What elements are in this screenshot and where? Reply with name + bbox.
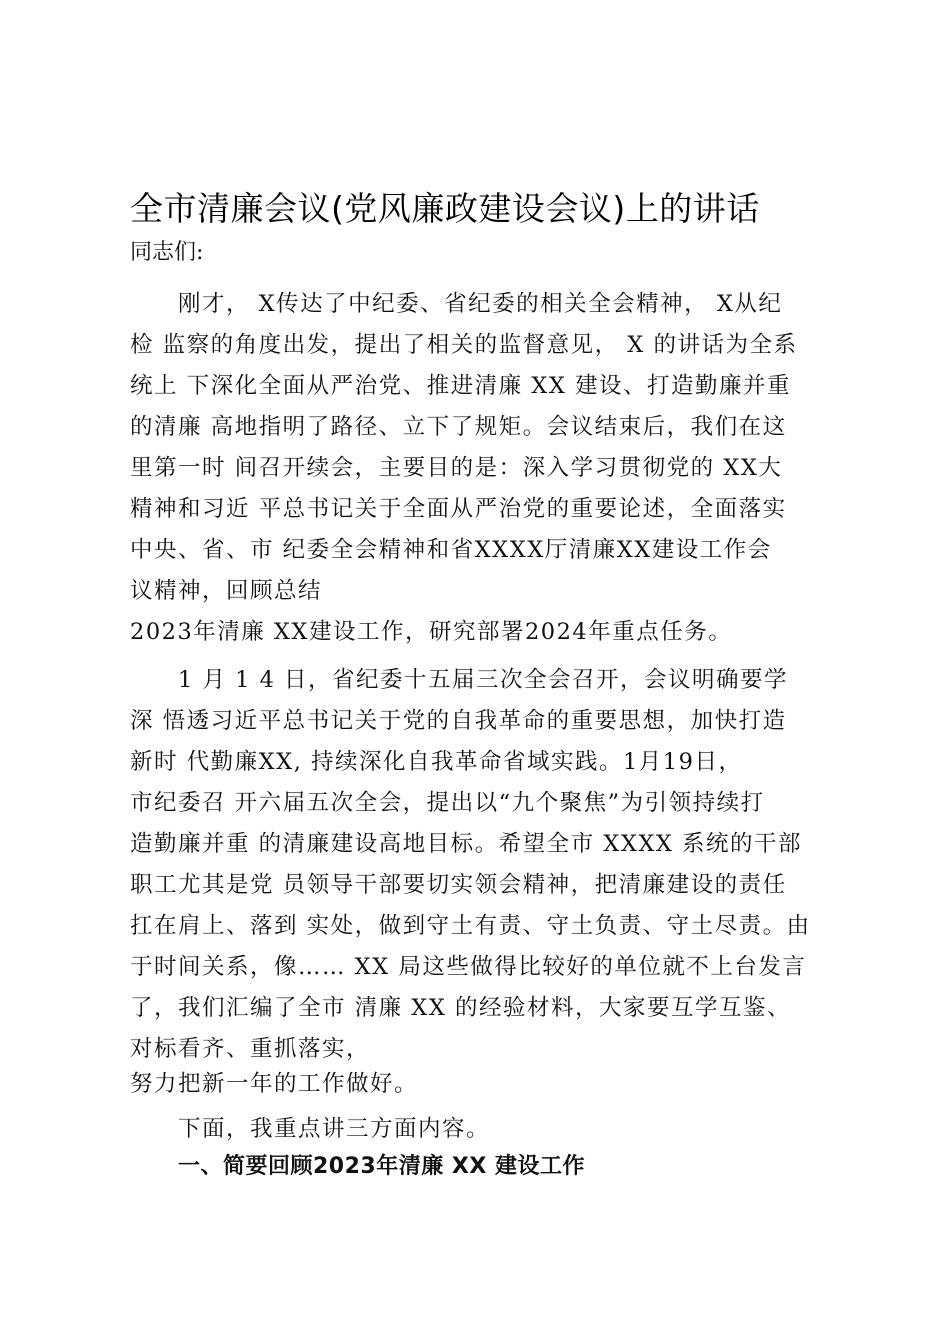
paragraph-line: 下面，我重点讲三方面内容。 bbox=[130, 1116, 491, 1142]
paragraph-line: 1 月 1 4 日，省纪委十五届三次全会召开，会议明确要学 bbox=[130, 667, 789, 693]
document-title: 全市清廉会议(党风廉政建设会议)上的讲话 bbox=[130, 189, 760, 228]
paragraph-line: 议精神，回顾总结 bbox=[130, 578, 323, 604]
paragraph-opening bbox=[130, 284, 820, 612]
paragraph-line: 于时间关系，像…… XX 局这些做得比较好的单位就不上台发言 bbox=[130, 954, 807, 980]
paragraph-line: 造勤廉并重 的清廉建设高地目标。希望全市 XXXX 系统的干部 bbox=[130, 831, 803, 857]
paragraph-line: 精神和习近 平总书记关于全面从严治党的重要论述，全面落实 bbox=[130, 496, 787, 522]
salutation: 同志们: bbox=[130, 240, 204, 265]
paragraph-closing bbox=[130, 1064, 820, 1105]
paragraph-line: 职工尤其是党 员领导干部要切实领会精神，把清廉建设的责任 bbox=[130, 872, 787, 898]
paragraph-line: 里第一时 间召开续会，主要目的是：深入学习贯彻党的 XX大 bbox=[130, 455, 783, 481]
paragraph-continuation bbox=[130, 612, 820, 653]
paragraph-line: 2023年清廉 XX建设工作，研究部署2024年重点任务。 bbox=[130, 619, 733, 645]
paragraph-line: 努力把新一年的工作做好。 bbox=[130, 1071, 419, 1097]
paragraph-line: 统上 下深化全面从严治党、推进清廉 XX 建设、打造勤廉并重 bbox=[130, 373, 791, 399]
paragraph-line: 中央、省、市 纪委全会精神和省XXXX厅清廉XX建设工作会 bbox=[130, 537, 772, 563]
paragraph-line: 深 悟透习近平总书记关于党的自我革命的重要思想，加快打造 bbox=[130, 708, 787, 734]
paragraph-line: 的清廉 高地指明了路径、立下了规矩。会议结束后，我们在这 bbox=[130, 414, 787, 440]
paragraph-outline-intro bbox=[130, 1109, 820, 1150]
paragraph-line: 检 监察的角度出发，提出了相关的监督意见， X 的讲话为全系 bbox=[130, 332, 798, 358]
paragraph-line: 了，我们汇编了全市 清廉 XX 的经验材料，大家要互学互鉴、 bbox=[130, 995, 791, 1021]
paragraph-line: 对标看齐、重抓落实， bbox=[130, 1036, 371, 1062]
paragraph-line: 刚才， X传达了中纪委、省纪委的相关全会精神， X从纪 bbox=[130, 291, 783, 317]
section-heading-1: 一、简要回顾2023年清廉 XX 建设工作 bbox=[178, 1154, 585, 1179]
paragraph-meetings bbox=[130, 660, 820, 1070]
paragraph-line: 扛在肩上、落到 实处，做到守土有责、守土负责、守土尽责。由 bbox=[130, 913, 811, 939]
paragraph-line: 新时 代勤廉XX, 持续深化自我革命省域实践。1月19日， bbox=[130, 749, 743, 775]
paragraph-line: 市纪委召 开六届五次全会，提出以“九个聚焦”为引领持续打 bbox=[130, 790, 765, 816]
